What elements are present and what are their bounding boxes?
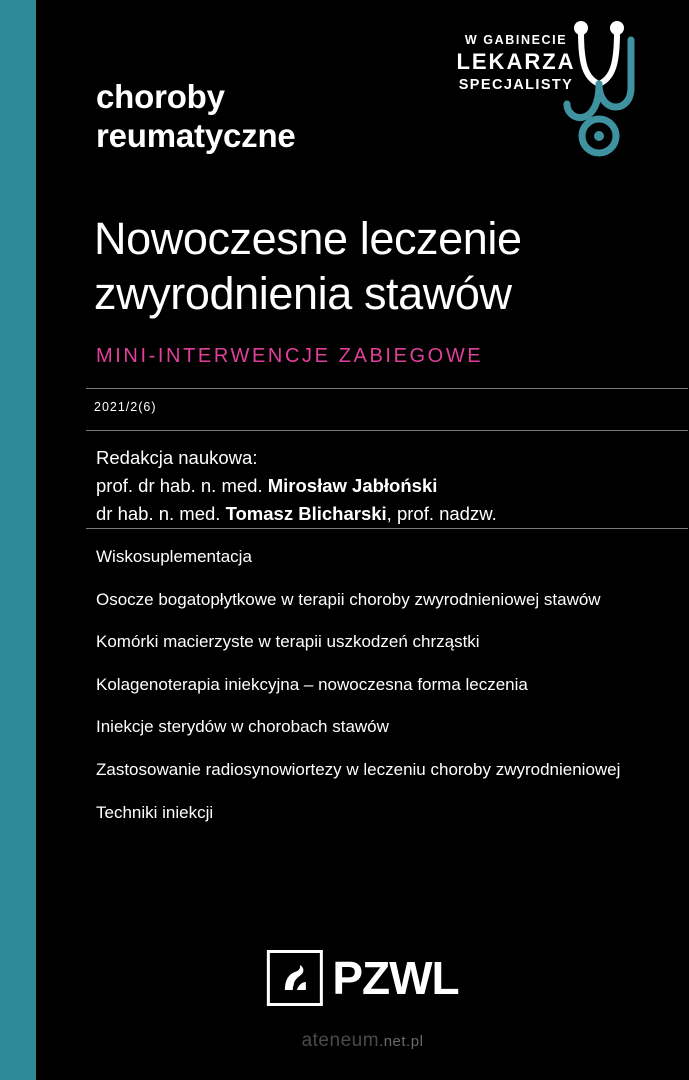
- watermark: [302, 1030, 424, 1052]
- editor-2-degree: dr hab. n. med.: [96, 502, 226, 524]
- book-title-line-1: Nowoczesne leczenie: [94, 213, 522, 264]
- watermark-name: ateneum: [301, 1030, 380, 1051]
- list-item: Techniki iniekcji: [96, 802, 214, 822]
- publisher-logo: [266, 950, 458, 1006]
- editor-2-suffix: , prof. nadzw.: [386, 502, 497, 524]
- cover-content: [36, 0, 689, 1080]
- list-item: Kolagenoterapia iniekcyjna – nowoczesna forma leczenia: [96, 674, 528, 694]
- issue-number: 2021/2(6): [94, 400, 157, 414]
- divider-top: [86, 388, 688, 389]
- pzwl-emblem-glyph: [276, 960, 312, 996]
- list-item: Komórki macierzyste w terapii uszkodzeń chrząstki: [96, 632, 480, 652]
- book-title: [94, 212, 684, 322]
- editor-1-degree: prof. dr hab. n. med.: [96, 474, 268, 496]
- divider-middle: [86, 430, 688, 431]
- stethoscope-icon: [551, 18, 671, 168]
- list-item: Zastosowanie radiosynowiortezy w leczeniu choroby zwyrodnieniowej: [96, 760, 621, 780]
- contents-list: [96, 546, 656, 844]
- left-accent-stripe: [0, 0, 36, 1080]
- series-line-1: W GABINECIE: [464, 33, 568, 47]
- series-topic-line-2: reumatyczne: [96, 116, 296, 154]
- list-item: Wiskosuplementacja: [96, 547, 252, 566]
- editors-label: Redakcja naukowa:: [96, 447, 258, 468]
- series-topic-title: [96, 78, 516, 156]
- divider-bottom: [86, 528, 688, 529]
- series-line-2: LEKARZA: [456, 49, 576, 74]
- editors-block: [96, 444, 656, 527]
- series-topic-line-1: choroby: [96, 78, 225, 115]
- pzwl-emblem-icon: [266, 950, 322, 1006]
- editor-1-name: Mirosław Jabłoński: [267, 474, 438, 496]
- editor-2-name: Tomasz Blicharski: [225, 502, 387, 524]
- book-title-line-2: zwyrodnienia stawów: [94, 267, 512, 319]
- list-item: Iniekcje sterydów w chorobach stawów: [96, 717, 389, 737]
- publisher-name: PZWL: [332, 952, 459, 1004]
- list-item: Osocze bogatopłytkowe w terapii choroby zwyrodnieniowej stawów: [96, 589, 601, 609]
- watermark-domain: .net.pl: [379, 1033, 424, 1050]
- series-line-3: SPECJALISTY: [458, 77, 574, 94]
- book-subtitle: MINI-INTERWENCJE ZABIEGOWE: [96, 345, 484, 367]
- editor-1: [96, 472, 656, 500]
- editor-2: [96, 500, 656, 528]
